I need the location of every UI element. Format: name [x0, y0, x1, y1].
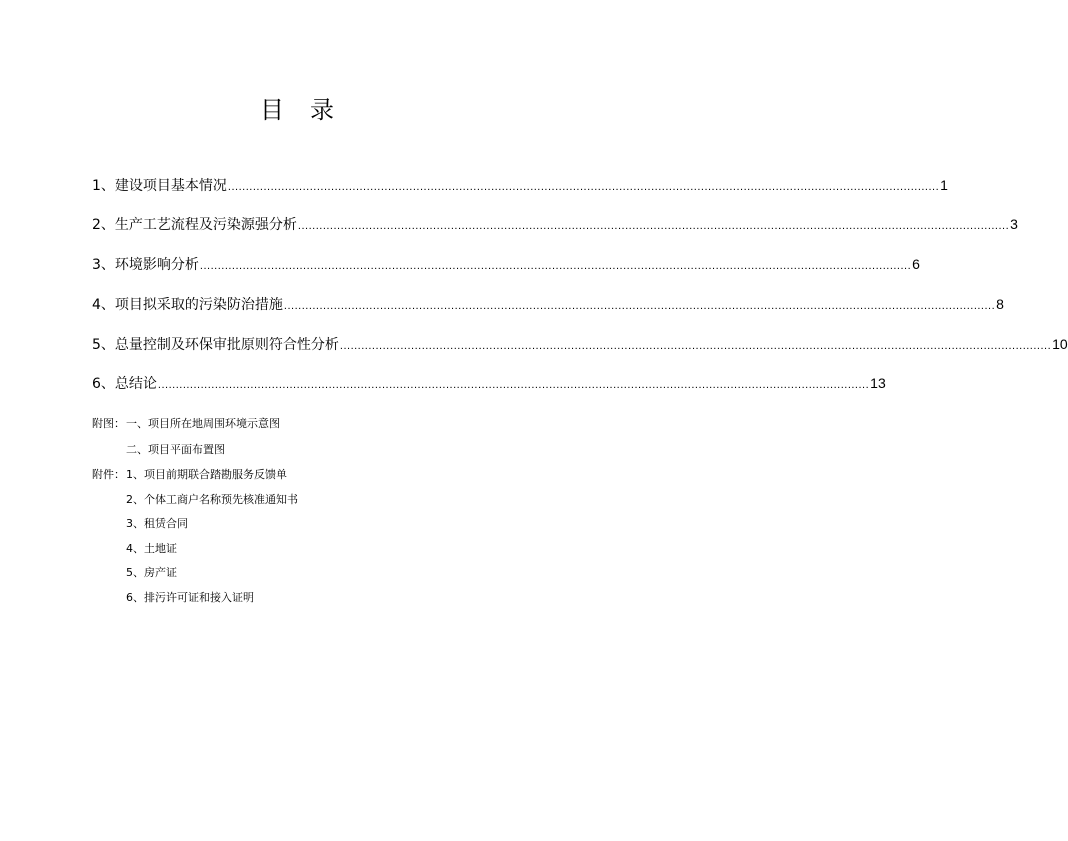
figure-item: 一、项目所在地周围环境示意图	[126, 417, 280, 430]
toc-entry-page: 3	[1010, 216, 1018, 232]
toc-entry-page: 8	[996, 296, 1004, 312]
toc-entry[interactable]	[92, 373, 886, 393]
toc-leader-dots: ........................................................................................................................................................................................................	[199, 260, 912, 272]
toc-entry[interactable]	[92, 175, 948, 195]
toc-entry-label: 6、总结论	[92, 376, 157, 392]
attachment-item: 2、个体工商户名称预先核准通知书	[126, 493, 298, 506]
toc-entry[interactable]	[92, 214, 1018, 234]
attachment-item: 3、租赁合同	[126, 517, 188, 530]
toc-leader-dots: ........................................................................................................................................................................................................	[297, 220, 1010, 232]
toc-leader-dots: ........................................................................................................................................................................................................	[227, 181, 940, 193]
toc-leader-dots: ........................................................................................................................................................................................................	[157, 379, 870, 391]
figure-item: 二、项目平面布置图	[126, 443, 225, 456]
toc-entry-label: 5、总量控制及环保审批原则符合性分析	[92, 337, 339, 353]
attachments-heading: 附件：	[92, 468, 125, 481]
attachment-item: 1、项目前期联合踏勘服务反馈单	[126, 468, 287, 481]
toc-entry[interactable]	[92, 254, 920, 274]
toc-entry[interactable]	[92, 334, 1068, 354]
toc-entry-label: 4、项目拟采取的污染防治措施	[92, 297, 283, 313]
toc-entry-label: 2、生产工艺流程及污染源强分析	[92, 217, 297, 233]
toc-entry-page: 1	[940, 177, 948, 193]
attachment-item: 5、房产证	[126, 566, 177, 579]
page-title: 目 录	[260, 96, 335, 124]
toc-entry-label: 1、建设项目基本情况	[92, 178, 227, 194]
toc-entry-page: 10	[1052, 336, 1068, 352]
toc-leader-dots: ........................................................................................................................................................................................................	[339, 340, 1052, 352]
attachment-item: 4、土地证	[126, 542, 177, 555]
toc-entry-page: 13	[870, 375, 886, 391]
toc-entry-page: 6	[912, 256, 920, 272]
toc-leader-dots: ........................................................................................................................................................................................................	[283, 300, 996, 312]
figures-heading: 附图：	[92, 417, 125, 430]
toc-entry-label: 3、环境影响分析	[92, 257, 199, 273]
attachment-item: 6、排污许可证和接入证明	[126, 591, 254, 604]
toc-entry[interactable]	[92, 294, 1004, 314]
